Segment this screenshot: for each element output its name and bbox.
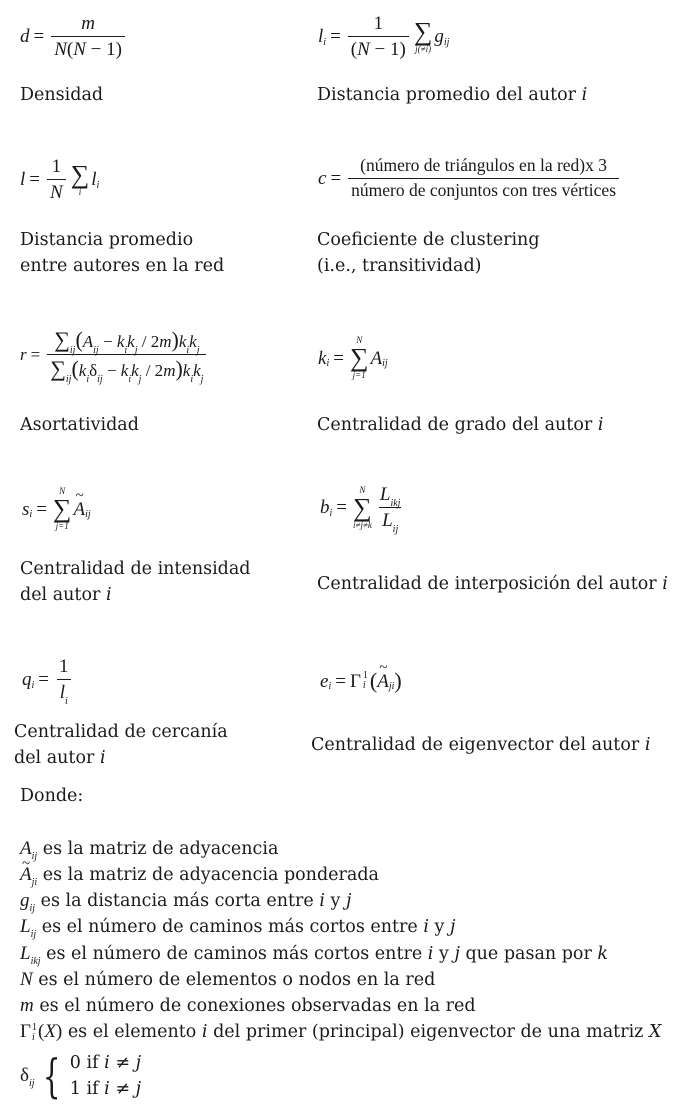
legend-item-l-ikj: $L_{ikj}$ es el número de caminos más cortos entre i y j que pasan por k [20,943,609,967]
label-assortativity: Asortatividad [20,415,139,435]
legend-item-n: N es el número de elementos o nodos en la red [20,969,436,990]
formula-strength: s i = N ∑ j=1 ~ A ij [22,487,91,531]
legend-item-m: m es el número de conexiones observadas en la red [20,995,476,1016]
legend-item-a-ij: $A_{ij}$ es la matriz de adyacencia [20,838,279,862]
formula-clustering: c = $\frac{\text{(número de triángulos en la red)x 3}}{\text{número de conjuntos con tres vértices}}$ [318,157,622,199]
formula-network-distance: l = $\frac{1}{N}$ ∑ i l i [20,156,100,203]
label-closeness: Centralidad de cercanía del autor i [14,722,228,768]
formula-density: d = $\frac{m}{N(N - 1)}$ [20,14,128,59]
formula-betweenness: b i = N ∑ i≠j≠k $\frac{L_{ikj}}{L_{ij}}$ [320,484,401,535]
label-clustering: Coeficiente de clustering (i.e., transitividad) [317,230,540,276]
formula-closeness: q i = $\frac{1}{l_i}$ [22,657,75,702]
label-network-distance: Distancia promedio entre autores en la red [20,230,225,276]
legend-item-a-ji: ~ $A_{ji}$ es la matriz de adyacencia ponderada [20,863,379,890]
label-density: Densidad [20,85,104,105]
legend-item-l-ij: $L_{ij}$ es el número de caminos más cortos entre i y j [20,916,456,940]
legend-item-g-ij: $g_{ij}$ es la distancia más corta entre i y j [20,890,352,914]
formula-author-distance: l i = $\frac{1}{(N - 1)}$ ∑ j(≠i) g ij [318,13,450,60]
legend-title: Donde: [20,786,84,806]
formula-assortativity: r = $\frac{\sum_{ij}(A_{ij} - k_ik_j / 2m)k_ik_j}{\sum_{ij}(k_i\delta_{ij} - k_ik_j / 2m)k_ik_j}$ [20,329,209,380]
label-degree: Centralidad de grado del autor i [317,415,604,435]
formula-degree: k i = N ∑ j=1 A ij [318,335,388,380]
label-author-distance: Distancia promedio del autor i [317,85,588,105]
legend-item-gamma: Γ 1 i (X) es el elemento i del primer (principal) eigenvector de una matriz X [20,1021,662,1043]
legend-item-delta: $\delta_{ij}$ { 0 if i ≠ j 1 if i ≠ j [20,1049,141,1103]
label-eigenvector: Centralidad de eigenvector del autor i [311,735,651,755]
formula-eigenvector: e i = Γ 1 i ( ~ A ji ) [320,670,402,692]
label-betweenness: Centralidad de interposición del autor i [317,574,668,594]
label-strength: Centralidad de intensidad del autor i [20,559,251,605]
